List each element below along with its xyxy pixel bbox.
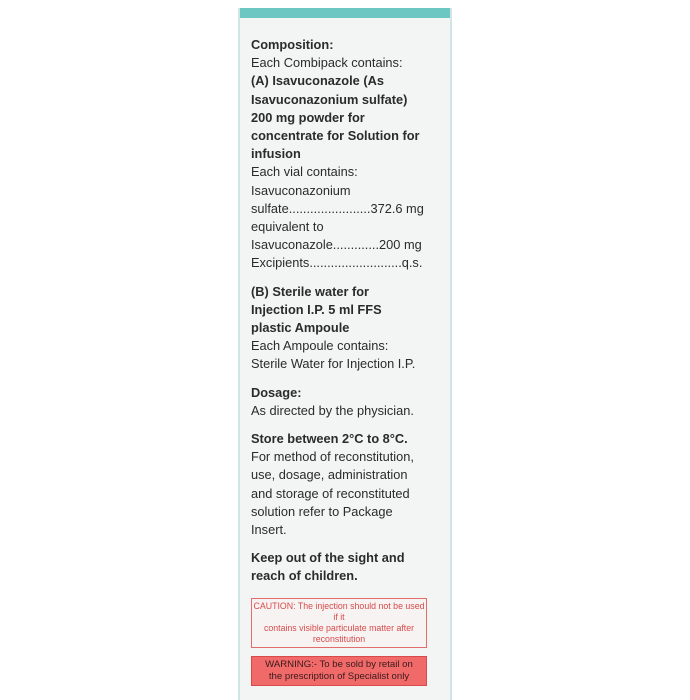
warning-label: WARNING: <box>265 658 314 670</box>
top-color-band <box>240 8 450 18</box>
composition-heading: Composition: <box>251 37 334 52</box>
dosage-heading: Dosage: <box>251 384 302 400</box>
caution-box: CAUTION: The injection should not be used if it contains visible particulate matter after reconstitution <box>251 598 427 648</box>
package-side-panel <box>238 8 452 700</box>
caution-label: CAUTION: <box>253 600 296 611</box>
storage-text: For method of reconstitution, use, dosage, administration and storage of reconstituted solution refer to Package Insert. <box>251 449 414 538</box>
ampoule-contents: Each Ampoule contains: Sterile Water for Injection I.P. <box>251 338 416 372</box>
part-b-title: (B) Sterile water for Injection I.P. 5 ml FFS plastic Ampoule <box>251 283 382 336</box>
label-text <box>251 36 441 686</box>
dosage-text: As directed by the physician. <box>251 402 414 418</box>
composition-intro: Each Combipack contains: <box>251 55 403 71</box>
storage-heading: Store between 2°C to 8°C. <box>251 431 408 447</box>
warning-box: WARNING:- To be sold by retail on the prescription of Specialist only <box>251 656 427 686</box>
part-a-title: (A) Isavuconazole (As Isavuconazonium sulfate) 200 mg powder for concentrate for Solution for infusion <box>251 73 420 162</box>
keep-out-notice: Keep out of the sight and reach of children. <box>251 550 405 584</box>
vial-contents: Each vial contains: Isavuconazonium sulfate.......................372.6 mg equivalent to Isavuconazole.............200 mg Excipients..........................q.s. <box>251 164 424 271</box>
